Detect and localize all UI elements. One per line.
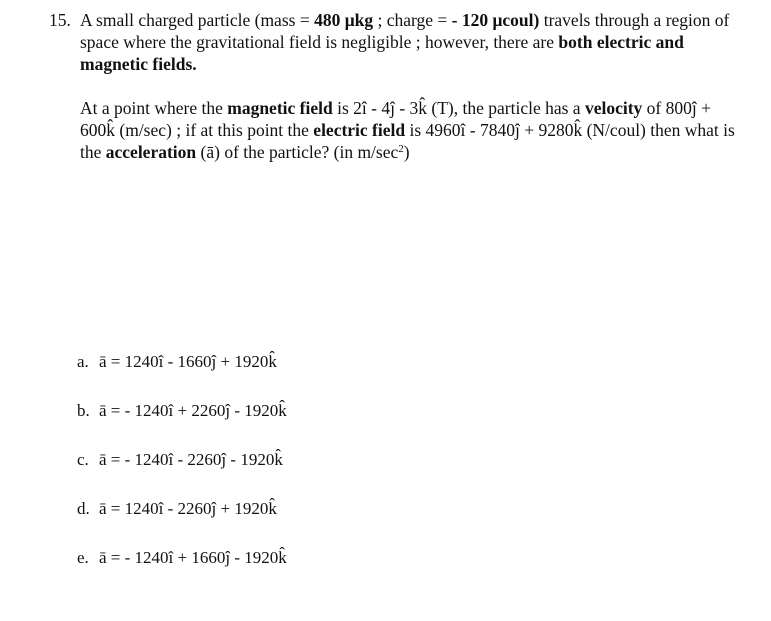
option-text: ā = 1240î - 1660ĵ + 1920k̂ (99, 352, 277, 371)
answer-option-a[interactable] (77, 352, 287, 401)
answer-options (77, 352, 287, 597)
mass-value: 480 μkg (314, 10, 374, 30)
units-exponent: 2 (398, 143, 404, 155)
question-text (80, 9, 740, 163)
option-text: ā = - 1240î - 2260ĵ - 1920k̂ (99, 450, 283, 469)
charge-value: - 120 μcoul) (451, 10, 540, 30)
answer-option-d[interactable] (77, 499, 287, 548)
option-letter: a. (77, 352, 89, 371)
question-paragraph-details (80, 97, 740, 163)
option-letter: e. (77, 548, 89, 567)
intro-text-2: ; charge = (373, 10, 452, 30)
velocity-label: velocity (584, 98, 643, 118)
acceleration-label: acceleration (105, 142, 197, 162)
intro-text-3: travels through a region of space where the gravitational field is negligible ; however, there are (80, 10, 730, 52)
answer-option-b[interactable] (77, 401, 287, 450)
question-number: 15. (49, 10, 71, 30)
option-text: ā = - 1240î + 1660ĵ - 1920k̂ (99, 548, 287, 567)
option-text: ā = - 1240î + 2260ĵ - 1920k̂ (99, 401, 287, 420)
details-text-3: of 800ĵ + 600k̂ (m/sec) ; if at this point the (80, 98, 711, 140)
electric-field-label: electric field (313, 120, 406, 140)
details-text-6: ) (403, 142, 410, 162)
details-text-4: is 4960î - 7840ĵ + 9280k̂ (N/coul) then what is the (80, 120, 735, 162)
fields-phrase: both electric and magnetic fields. (80, 32, 684, 74)
details-text-2: is 2î - 4ĵ - 3k̂ (T), the particle has a (332, 98, 585, 118)
answer-option-e[interactable] (77, 548, 287, 597)
option-text: ā = 1240î - 2260ĵ + 1920k̂ (99, 499, 277, 518)
magnetic-field-label: magnetic field (227, 98, 333, 118)
question-paragraph-intro (80, 9, 740, 75)
intro-text-1: A small charged particle (mass = (80, 10, 315, 30)
option-letter: b. (77, 401, 90, 420)
details-text-5: (ā) of the particle? (in m/sec (196, 142, 399, 162)
answer-option-c[interactable] (77, 450, 287, 499)
option-letter: c. (77, 450, 89, 469)
option-letter: d. (77, 499, 90, 518)
details-text-1: At a point where the (80, 98, 228, 118)
